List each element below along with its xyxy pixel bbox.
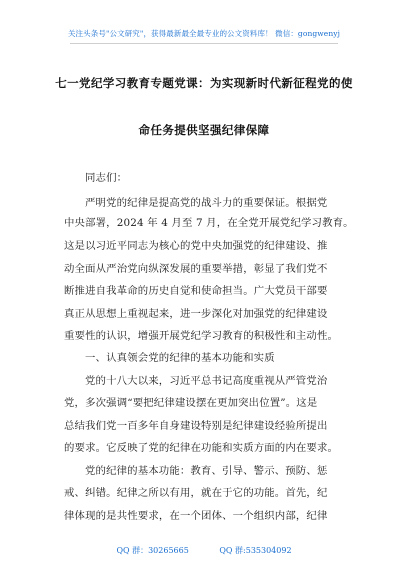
page-header-banner: 关注头条号"公文研究"，获得最新最全最专业的公文资料库！ 微信：gongwenyj (67, 29, 341, 38)
body-line: 总结我们党一百多年自身建设特别是纪律建设经验所提出 (64, 420, 328, 432)
body-line: 的要求。它反映了党的纪律在功能和实质方面的内在要求。 (64, 442, 339, 454)
footer-qq-group-2: QQ 群:535304092 (219, 546, 292, 555)
body-line: 戒、纠错。纪律之所以有用，就在于它的功能。首先，纪 (64, 487, 328, 499)
body-line: 同志们： (85, 172, 128, 184)
body-line: 党的纪律的基本功能：教育、引导、警示、预防、惩 (85, 465, 328, 477)
body-line: 中央部署，2024 年 4 月至 7 月，在全党开展党纪学习教育。 (64, 217, 354, 229)
body-line: 这是以习近平同志为核心的党中央加强党的纪律建设、推 (64, 240, 328, 252)
body-line: 断推进自我革命的历史自觉和使命担当。广大党员干部要 (64, 285, 328, 297)
page-footer (0, 545, 408, 556)
body-line: 动全面从严治党向纵深发展的重要举措，彰显了我们党不 (64, 263, 328, 275)
document-title-line-1: 七一党纪学习教育专题党课：为实现新时代新征程党的使 (55, 76, 353, 90)
document-title-line-2: 命任务提供坚强纪律保障 (138, 123, 270, 137)
body-line: 党，多次强调“要把纪律建设摆在更加突出位置”。这是 (64, 397, 318, 409)
section-heading: 一、认真领会党的纪律的基本功能和实质 (85, 352, 275, 364)
body-line: 重要性的认识，增强开展党纪学习教育的积极性和主动性。 (64, 330, 339, 342)
header-divider (70, 43, 338, 44)
body-line: 党的十八大以来，习近平总书记高度重视从严管党治 (85, 375, 328, 387)
body-line: 真正从思想上重视起来，进一步深化对加强党的纪律建设 (64, 308, 328, 320)
footer-qq-group-1: QQ 群：30265665 (116, 546, 189, 555)
body-line: 律体现的是共性要求，在一个团体、一个组织内部，纪律 (64, 510, 328, 522)
body-line: 严明党的纪律是提高党的战斗力的重要保证。根据党 (85, 197, 328, 209)
